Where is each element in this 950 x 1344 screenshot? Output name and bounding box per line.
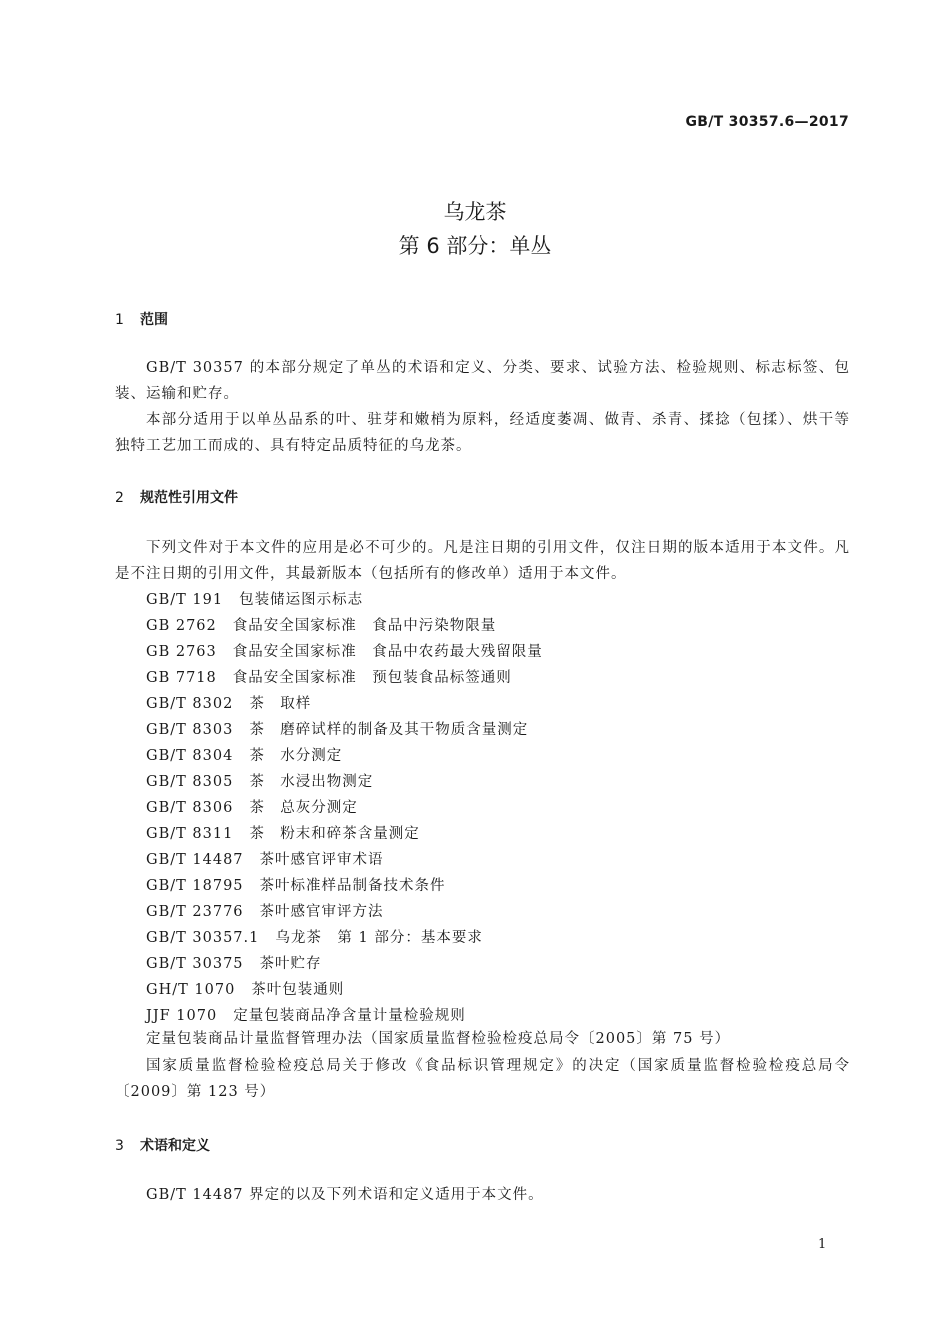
reference-item [146, 1004, 466, 1025]
scope-paragraph-2: 本部分适用于以单丛品系的叶、驻芽和嫩梢为原料，经适度萎凋、做青、杀青、揉捻（包揉）、烘干等独特工艺加工而成的、具有特定品质特征的乌龙茶。 [115, 412, 850, 454]
reference-title: 茶 水浸出物测定 [249, 774, 374, 790]
reference-code: GB/T 14487 [146, 852, 244, 868]
section-title: 术语和定义 [140, 1138, 210, 1154]
section-title: 范围 [140, 312, 168, 328]
reference-title: 食品安全国家标准 食品中污染物限量 [232, 618, 497, 634]
reference-title: 茶叶标准样品制备技术条件 [259, 878, 446, 894]
section-title: 规范性引用文件 [140, 490, 238, 506]
reference-title: 定量包装商品净含量计量检验规则 [233, 1008, 466, 1024]
reference-item [146, 666, 512, 687]
reference-item [146, 640, 543, 661]
reference-code: GB/T 30357.1 [146, 930, 260, 946]
reference-code: GB 7718 [146, 670, 217, 686]
reference-code: GB/T 8304 [146, 748, 234, 764]
reference-title: 食品安全国家标准 食品中农药最大残留限量 [232, 644, 543, 660]
reference-item [146, 900, 384, 921]
reference-title: 茶叶包装通则 [251, 982, 345, 998]
reference-item [146, 822, 420, 843]
reference-title: 茶叶感官审评方法 [259, 904, 384, 920]
reference-title: 茶叶贮存 [259, 956, 322, 972]
reference-item [146, 874, 446, 895]
reference-item [146, 588, 363, 609]
section-number: 1 [115, 312, 124, 328]
reference-item [146, 952, 322, 973]
section-number: 3 [115, 1138, 124, 1154]
reference-item [146, 796, 358, 817]
reference-code: GB 2762 [146, 618, 217, 634]
reference-code: GB/T 8303 [146, 722, 234, 738]
references-intro: 下列文件对于本文件的应用是必不可少的。凡是注日期的引用文件，仅注日期的版本适用于本文件。凡是不注日期的引用文件，其最新版本（包括所有的修改单）适用于本文件。 [115, 540, 850, 582]
reference-code: GB/T 8302 [146, 696, 234, 712]
reference-code: GB/T 30375 [146, 956, 244, 972]
document-subtitle: 第 6 部分：单丛 [398, 234, 552, 258]
reference-code: GH/T 1070 [146, 982, 236, 998]
section-heading-terms [115, 1135, 210, 1155]
standard-number: GB/T 30357.6—2017 [685, 114, 849, 130]
reference-code: GB/T 191 [146, 592, 224, 608]
reference-title: 茶 磨碎试样的制备及其干物质含量测定 [249, 722, 529, 738]
reference-item [146, 770, 373, 791]
reference-item [146, 978, 344, 999]
reference-title: 茶 水分测定 [249, 748, 343, 764]
reference-title: 茶 取样 [249, 696, 312, 712]
reference-title: 茶叶感官评审术语 [259, 852, 384, 868]
reference-code: GB/T 8306 [146, 800, 234, 816]
section-number: 2 [115, 490, 124, 506]
scope-paragraph-1: GB/T 30357 的本部分规定了单丛的术语和定义、分类、要求、试验方法、检验规则、标志标签、包装、运输和贮存。 [115, 360, 850, 402]
reference-title: 茶 总灰分测定 [249, 800, 358, 816]
reference-extra-2: 国家质量监督检验检疫总局关于修改《食品标识管理规定》的决定（国家质量监督检验检疫总局令〔2009〕第 123 号） [115, 1058, 850, 1100]
reference-item [146, 926, 483, 947]
reference-code: GB/T 8305 [146, 774, 234, 790]
document-title: 乌龙茶 [443, 200, 507, 224]
reference-item [146, 692, 311, 713]
page-number: 1 [818, 1237, 827, 1252]
section-heading-normative-references [115, 487, 238, 507]
reference-item [146, 718, 528, 739]
reference-extra-1: 定量包装商品计量监督管理办法（国家质量监督检验检疫总局令〔2005〕第 75 号） [146, 1031, 731, 1047]
reference-item [146, 744, 342, 765]
terms-paragraph: GB/T 14487 界定的以及下列术语和定义适用于本文件。 [146, 1187, 544, 1203]
reference-item [146, 614, 496, 635]
reference-code: GB 2763 [146, 644, 217, 660]
reference-code: GB/T 23776 [146, 904, 244, 920]
reference-title: 食品安全国家标准 预包装食品标签通则 [232, 670, 512, 686]
reference-code: GB/T 8311 [146, 826, 234, 842]
section-heading-scope [115, 309, 168, 329]
reference-title: 乌龙茶 第 1 部分：基本要求 [275, 930, 483, 946]
reference-code: GB/T 18795 [146, 878, 244, 894]
reference-code: JJF 1070 [146, 1008, 218, 1024]
reference-title: 包装储运图示标志 [239, 592, 364, 608]
reference-title: 茶 粉末和碎茶含量测定 [249, 826, 420, 842]
reference-item [146, 848, 384, 869]
